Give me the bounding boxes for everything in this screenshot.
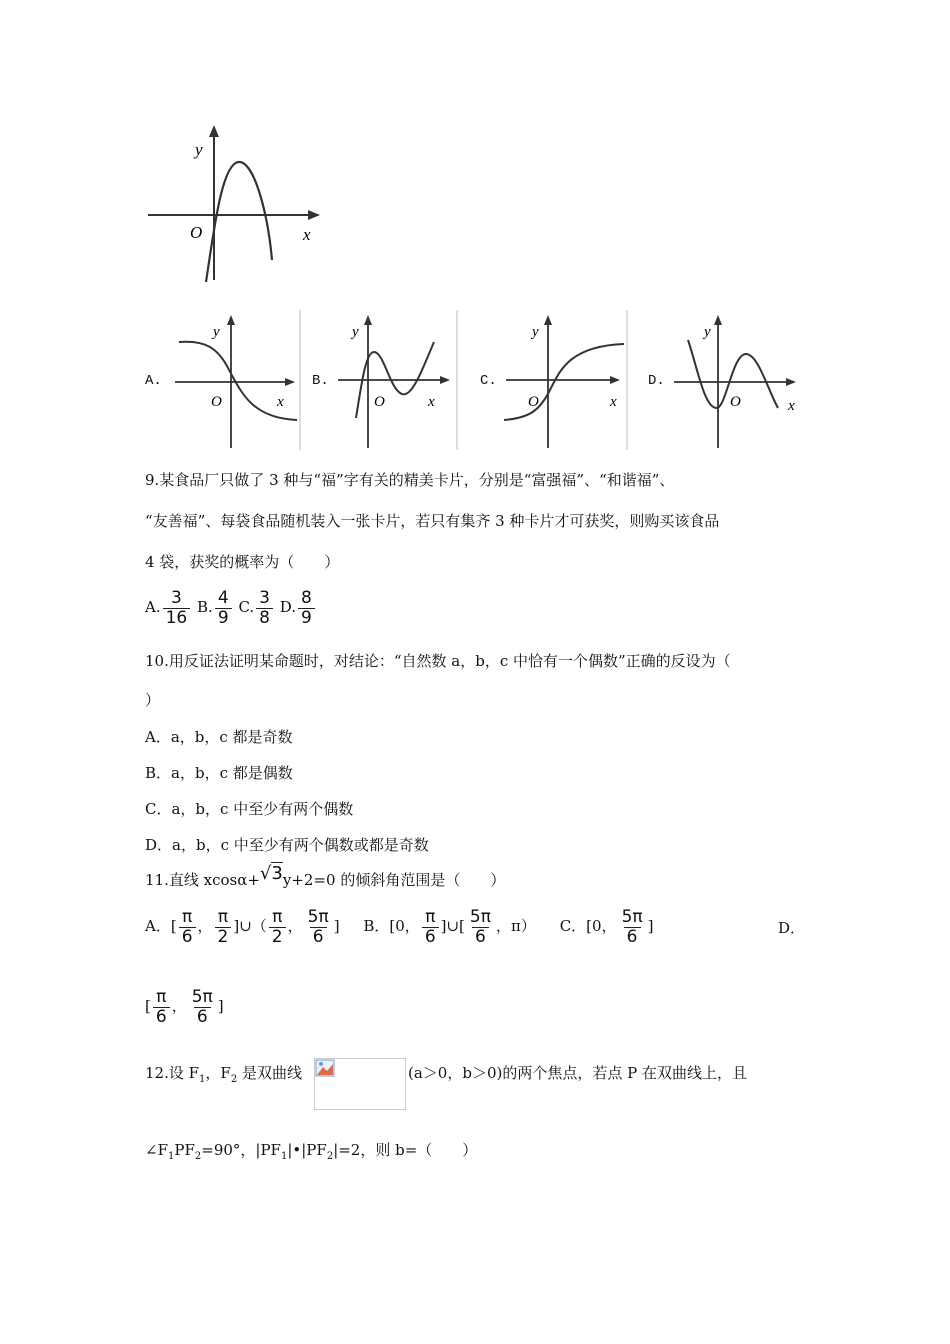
main-y-label: y <box>195 140 203 159</box>
q10-option-b: B．a，b，c 都是偶数 <box>145 764 293 782</box>
q11-option-d-letter: D． <box>778 919 806 937</box>
graph-d-y-label: y <box>704 324 711 340</box>
graph-d-x-label: x <box>788 398 795 414</box>
main-function-graph <box>140 120 330 290</box>
q10-option-a: A．a，b，c 都是奇数 <box>145 728 293 746</box>
q12-line-1: 12.设 $F_1$，$F_2$ 是双曲线 <box>145 1064 302 1085</box>
main-origin-label: O <box>190 223 203 242</box>
q9-option-b: B. $\frac{4}{9}$ <box>197 598 234 616</box>
q9-line-3: 4 袋，获奖的概率为（ ） <box>145 553 340 571</box>
graph-d-origin-label: O <box>730 394 741 410</box>
graph-option-d-letter: D. <box>648 373 665 389</box>
graph-c-y-label: y <box>532 324 539 340</box>
main-x-label: x <box>303 225 311 244</box>
q11-option-a: A．[ $\frac{\pi}{6}$ ， $\frac{\pi}{2}$ ]∪（ $\frac{\pi}{2}$ ， $\frac{5\pi}{6}$ ] <box>145 906 340 947</box>
broken-image-icon <box>315 1059 335 1077</box>
q9-option-a: A. $\frac{3}{16}$ <box>145 598 192 616</box>
graph-option-c <box>500 310 628 450</box>
q11-option-c: C．[0， $\frac{5\pi}{6}$ ] <box>559 906 654 947</box>
graph-a-y-label: y <box>213 324 220 340</box>
q11-stem: 11.直线 xcosα+√3y+2=0 的倾斜角范围是（ ） <box>145 863 506 889</box>
graph-option-a-letter: A. <box>145 373 162 389</box>
graph-option-c-letter: C. <box>480 373 497 389</box>
q10-option-d: D．a，b，c 中至少有两个偶数或都是奇数 <box>145 836 429 854</box>
q9-options <box>145 586 317 628</box>
graph-a-x-label: x <box>277 394 284 410</box>
graph-option-b-letter: B. <box>312 373 329 389</box>
graph-c-x-label: x <box>610 394 617 410</box>
q10-line-1: 10.用反证法证明某命题时，对结论：“自然数 a，b，c 中恰有一个偶数”正确的反设为（ <box>145 652 731 670</box>
q12-line-2: $\angle F_1PF_2=90^\circ$，$|PF_1|•|PF_2|=2$，则 b=（ ） <box>145 1141 478 1162</box>
q12-condition: (a＞0，b＞0)的两个焦点，若点 P 在双曲线上，且 <box>408 1064 747 1082</box>
q10-option-c: C．a，b，c 中至少有两个偶数 <box>145 800 354 818</box>
graph-b-origin-label: O <box>374 394 385 410</box>
graph-option-d <box>670 310 805 450</box>
q11-option-b: B．[0， $\frac{\pi}{6}$ ]∪[ $\frac{5\pi}{6}$ ，π） <box>363 906 536 947</box>
q10-line-2: ） <box>145 691 161 709</box>
q9-line-1: 9.某食品厂只做了 3 种与“福”字有关的精美卡片，分别是“富强福”、“和谐福”、 <box>145 471 675 489</box>
q9-option-c: C. $\frac{3}{8}$ <box>238 598 275 616</box>
graph-option-a <box>165 310 301 450</box>
graph-b-y-label: y <box>352 324 359 340</box>
q11-options-row <box>145 904 653 948</box>
q9-option-d: D. $\frac{8}{9}$ <box>280 598 317 616</box>
q9-line-2: “友善福”、每袋食品随机装入一张卡片，若只有集齐 3 种卡片才可获奖，则购买该食品 <box>145 512 720 530</box>
hyperbola-equation-image <box>314 1058 406 1110</box>
graph-option-b <box>330 310 458 450</box>
graph-b-x-label: x <box>428 394 435 410</box>
q11-option-d: [ $\frac{\pi}{6}$ ， $\frac{5\pi}{6}$ ] <box>145 986 224 1027</box>
sqrt-three: √3 <box>259 863 283 884</box>
graph-a-origin-label: O <box>211 394 222 410</box>
graph-c-origin-label: O <box>528 394 539 410</box>
